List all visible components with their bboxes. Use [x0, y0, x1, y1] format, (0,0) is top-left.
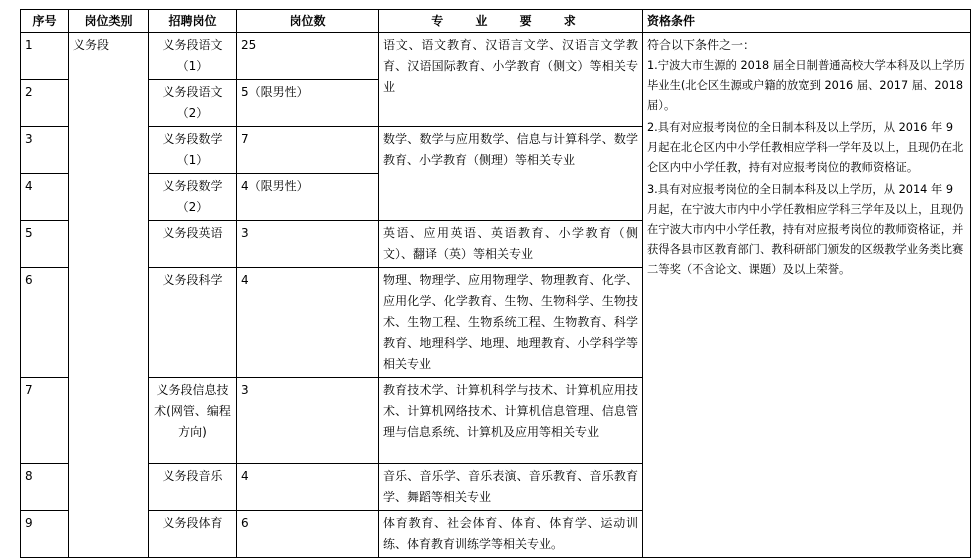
cell-count: 7: [237, 127, 379, 174]
qualification-item-3: 3.具有对应报考岗位的全日制本科及以上学历，从 2014 年 9 月起，在宁波大市内中小学任教相应学科三学年及以上，且现仍在宁波大市内中小学任教，持有对应报考岗位的教师资格证，并获得各县市区教育部门、教科研部门颁发的区级教学业务类比赛二等奖（不含论文、课题）及以上荣誉。: [647, 183, 964, 276]
cell-major: 音乐、音乐学、音乐表演、音乐教育、音乐教育学、舞蹈等相关专业: [379, 464, 643, 511]
cell-count: 25: [237, 33, 379, 80]
cell-seq: 2: [21, 80, 69, 127]
header-post: 招聘岗位: [149, 10, 237, 33]
cell-major: 教育技术学、计算机科学与技术、计算机应用技术、计算机网络技术、计算机信息管理、信息管理与信息系统、计算机及应用等相关专业: [379, 378, 643, 464]
header-major-label: 专 业 要 求: [431, 14, 590, 28]
recruitment-table: [20, 9, 971, 558]
cell-post: 义务段语文（1）: [149, 33, 237, 80]
cell-seq: 1: [21, 33, 69, 80]
cell-major: 英语、应用英语、英语教育、小学教育（侧文）、翻译（英）等相关专业: [379, 221, 643, 268]
cell-seq: 4: [21, 174, 69, 221]
header-seq: 序号: [21, 10, 69, 33]
cell-major: 体育教育、社会体育、体育、体育学、运动训练、体育教育训练学等相关专业。: [379, 511, 643, 558]
table-row: [21, 33, 971, 80]
cell-count: 4（限男性）: [237, 174, 379, 221]
cell-seq: 5: [21, 221, 69, 268]
cell-category: 义务段: [69, 33, 149, 558]
header-qualification: 资格条件: [643, 10, 971, 33]
cell-seq: 3: [21, 127, 69, 174]
cell-major: 物理、物理学、应用物理学、物理教育、化学、应用化学、化学教育、生物、生物科学、生物技术、生物工程、生物系统工程、生物教育、科学教育、地理科学、地理、地理教育、小学科学等相关专业: [379, 268, 643, 378]
cell-post: 义务段数学（1）: [149, 127, 237, 174]
cell-count: 3: [237, 221, 379, 268]
cell-post: 义务段体育: [149, 511, 237, 558]
cell-count: 6: [237, 511, 379, 558]
cell-post: 义务段数学（2）: [149, 174, 237, 221]
header-category: 岗位类别: [69, 10, 149, 33]
qualification-item-1: 1.宁波大市生源的 2018 届全日制普通高校大学本科及以上学历毕业生(北仑区生源或户籍的放宽到 2016 届、2017 届、2018 届）。: [647, 59, 965, 112]
cell-seq: 7: [21, 378, 69, 464]
cell-count: 5（限男性）: [237, 80, 379, 127]
cell-seq: 6: [21, 268, 69, 378]
cell-major: 语文、语文教育、汉语言文学、汉语言文学教育、汉语国际教育、小学教育（侧文）等相关专业: [379, 33, 643, 127]
header-major: [379, 10, 643, 33]
header-row: [21, 10, 971, 33]
cell-qualification: [643, 33, 971, 558]
cell-major: 数学、数学与应用数学、信息与计算科学、数学教育、小学教育（侧理）等相关专业: [379, 127, 643, 221]
qualification-item-2: 2.具有对应报考岗位的全日制本科及以上学历，从 2016 年 9 月起在北仑区内中小学任教相应学科一学年及以上，且现仍在北仑区内中小学任教，持有对应报考岗位的教师资格证。: [647, 121, 964, 174]
cell-count: 4: [237, 464, 379, 511]
cell-post: 义务段音乐: [149, 464, 237, 511]
cell-post: 义务段语文（2）: [149, 80, 237, 127]
header-count: 岗位数: [237, 10, 379, 33]
cell-post: 义务段英语: [149, 221, 237, 268]
cell-post: 义务段信息技术(网管、编程方向): [149, 378, 237, 464]
cell-count: 3: [237, 378, 379, 464]
qualification-intro: 符合以下条件之一：: [647, 38, 756, 52]
cell-count: 4: [237, 268, 379, 378]
cell-seq: 9: [21, 511, 69, 558]
cell-post: 义务段科学: [149, 268, 237, 378]
cell-seq: 8: [21, 464, 69, 511]
